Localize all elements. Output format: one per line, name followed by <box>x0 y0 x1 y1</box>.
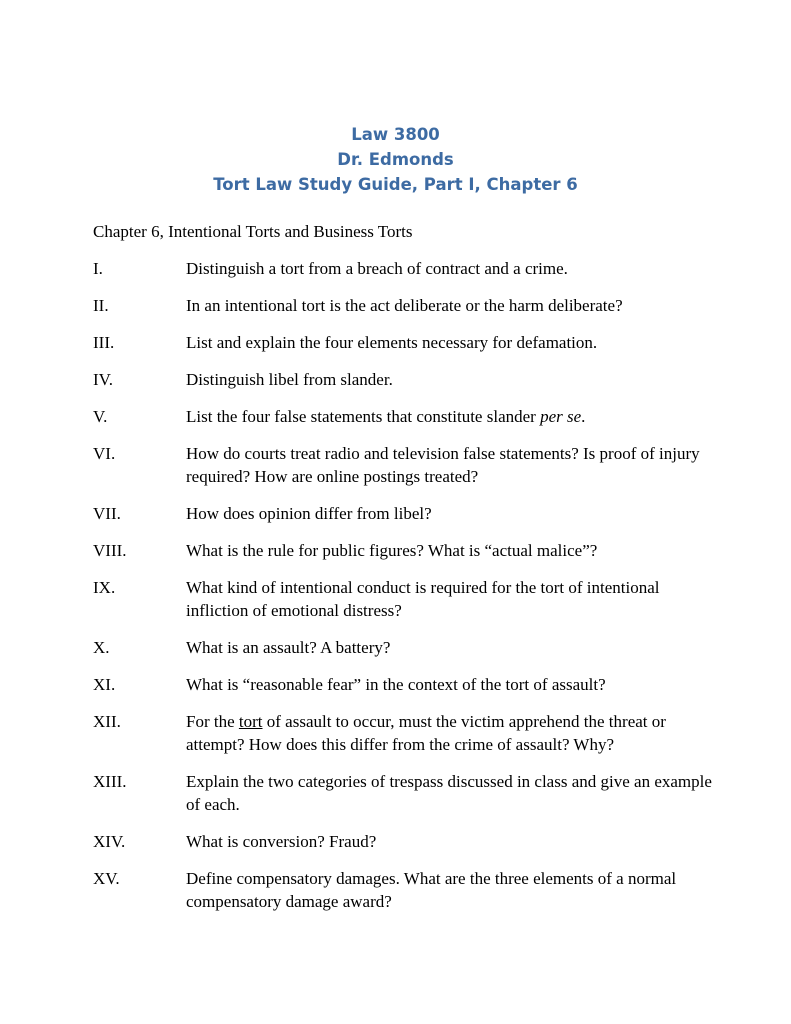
chapter-heading: Chapter 6, Intentional Torts and Business Torts <box>93 222 413 241</box>
question-text <box>186 710 726 756</box>
instructor-name: Dr. Edmonds <box>337 150 454 169</box>
question-item <box>93 576 733 622</box>
question-item <box>93 636 733 659</box>
question-item <box>93 867 733 913</box>
question-text <box>186 368 726 391</box>
question-item <box>93 710 733 756</box>
question-text-main: Define compensatory damages. What are the three elements of a normal compensatory damage award? <box>186 869 677 911</box>
question-item <box>93 830 733 853</box>
question-item <box>93 257 733 280</box>
question-number: XV. <box>93 869 120 888</box>
question-item <box>93 331 733 354</box>
question-item <box>93 442 733 488</box>
question-item <box>93 770 733 816</box>
italic-term: per se <box>540 407 582 426</box>
question-text <box>186 442 726 488</box>
question-text-tail: . <box>581 407 586 426</box>
question-number: XIII. <box>93 772 127 791</box>
question-text <box>186 636 726 659</box>
question-text <box>186 331 726 354</box>
question-text-main: What is conversion? Fraud? <box>186 832 377 851</box>
question-text-main: List the four false statements that constitute slander <box>186 407 541 426</box>
question-item <box>93 673 733 696</box>
question-text <box>186 770 726 816</box>
question-item <box>93 502 733 525</box>
question-text-main: What is “reasonable fear” in the context of the tort of assault? <box>186 675 606 694</box>
question-item <box>93 294 733 317</box>
question-number: II. <box>93 296 109 315</box>
question-text <box>186 405 726 428</box>
question-number: XII. <box>93 712 121 731</box>
question-text-main: Distinguish a tort from a breach of contract and a crime. <box>186 259 568 278</box>
question-number: IV. <box>93 370 113 389</box>
question-text <box>186 539 726 562</box>
question-text <box>186 830 726 853</box>
question-item <box>93 405 733 428</box>
question-item <box>93 539 733 562</box>
question-text <box>186 294 726 317</box>
document-header <box>0 122 791 197</box>
question-number: VI. <box>93 444 116 463</box>
question-text <box>186 257 726 280</box>
question-text-lead: For the <box>186 712 239 731</box>
question-text-main: List and explain the four elements necessary for defamation. <box>186 333 598 352</box>
question-number: III. <box>93 333 115 352</box>
question-text-main: In an intentional tort is the act deliberate or the harm deliberate? <box>186 296 623 315</box>
question-number: IX. <box>93 578 116 597</box>
question-number: V. <box>93 407 108 426</box>
question-list <box>93 257 733 927</box>
question-number: XIV. <box>93 832 126 851</box>
question-number: X. <box>93 638 110 657</box>
document-title: Tort Law Study Guide, Part I, Chapter 6 <box>213 175 578 194</box>
question-text-main: What is an assault? A battery? <box>186 638 391 657</box>
question-text-main: What is the rule for public figures? What is “actual malice”? <box>186 541 598 560</box>
question-text-main: What kind of intentional conduct is required for the tort of intentional infliction of emotional distress? <box>186 578 660 620</box>
question-text-main: Distinguish libel from slander. <box>186 370 393 389</box>
question-number: I. <box>93 259 103 278</box>
question-item <box>93 368 733 391</box>
question-number: VII. <box>93 504 121 523</box>
question-text <box>186 502 726 525</box>
question-text <box>186 673 726 696</box>
question-text-main: How do courts treat radio and television false statements? Is proof of injury required? How are online postings treated? <box>186 444 700 486</box>
question-text-main: Explain the two categories of trespass discussed in class and give an example of each. <box>186 772 712 814</box>
question-number: VIII. <box>93 541 127 560</box>
underlined-term: tort <box>238 712 263 731</box>
question-text <box>186 867 726 913</box>
course-number: Law 3800 <box>351 125 440 144</box>
question-text-main: of assault to occur, must the victim apprehend the threat or attempt? How does this differ from the crime of assault? Why? <box>186 712 666 754</box>
question-number: XI. <box>93 675 116 694</box>
question-text <box>186 576 726 622</box>
question-text-main: How does opinion differ from libel? <box>186 504 432 523</box>
